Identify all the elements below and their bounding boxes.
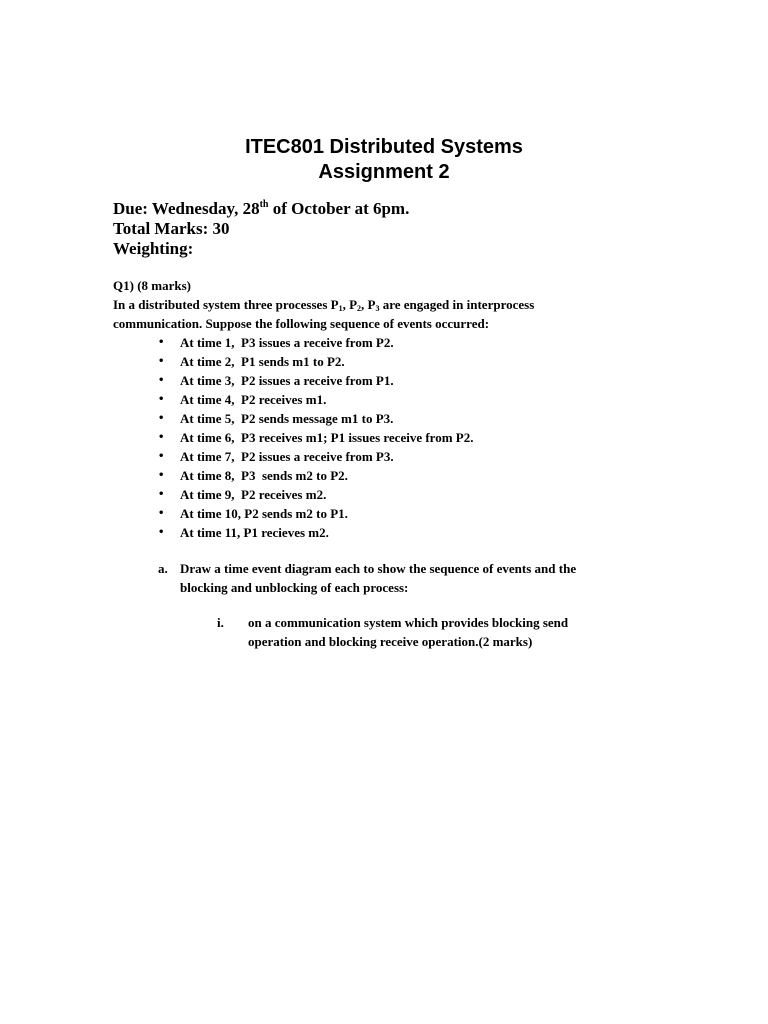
list-item: • At time 5, P2 sends message m1 to P3. <box>158 411 394 426</box>
bullet-icon: • <box>158 337 165 348</box>
part-a-line-2: blocking and unblocking of each process: <box>180 580 409 595</box>
bullet-icon: • <box>158 470 165 481</box>
part-a-line-1: Draw a time event diagram each to show the sequence of events and the <box>180 561 577 576</box>
q1-heading: Q1) (8 marks) <box>113 278 191 293</box>
total-marks: Total Marks: 30 <box>113 219 230 238</box>
bullet-icon: • <box>158 489 165 500</box>
bullet-icon: • <box>158 432 165 443</box>
part-a-marker: a. <box>158 561 168 576</box>
due-date: Due: Wednesday, 28th of October at 6pm. <box>113 199 410 218</box>
bullet-icon: • <box>158 451 165 462</box>
course-title: ITEC801 Distributed Systems <box>245 136 523 158</box>
q1-intro-continued: communication. Suppose the following sequence of events occurred: <box>113 316 490 331</box>
bullet-icon: • <box>158 413 165 424</box>
bullet-icon: • <box>158 375 165 386</box>
bullet-icon: • <box>158 527 165 538</box>
list-item: • At time 2, P1 sends m1 to P2. <box>158 354 345 369</box>
q1-part-a <box>113 559 673 597</box>
question-1 <box>113 276 673 651</box>
list-item: • At time 6, P3 receives m1; P1 issues receive from P2. <box>158 430 474 445</box>
bullet-icon: • <box>158 508 165 519</box>
part-i-line-1: on a communication system which provides blocking send <box>248 615 569 630</box>
list-item: • At time 11, P1 recieves m2. <box>158 525 329 540</box>
part-i-line-2: operation and blocking receive operation.(2 marks) <box>248 634 533 649</box>
assignment-meta <box>113 199 409 259</box>
q1-intro: In a distributed system three processes $P_1$, $P_2$, $P_3$ are engaged in interprocess <box>113 297 535 313</box>
part-i-marker: i. <box>217 615 224 630</box>
document-title <box>0 135 768 185</box>
list-item: • At time 4, P2 receives m1. <box>158 392 327 407</box>
assignment-title: Assignment 2 <box>318 161 450 183</box>
q1-part-a-i <box>113 613 673 651</box>
list-item: • At time 7, P2 issues a receive from P3. <box>158 449 394 464</box>
weighting: Weighting: <box>113 239 194 258</box>
event-list <box>113 333 673 542</box>
bullet-icon: • <box>158 394 165 405</box>
list-item: • At time 9, P2 receives m2. <box>158 487 327 502</box>
list-item: • At time 8, P3 sends m2 to P2. <box>158 468 348 483</box>
list-item: • At time 1, P3 issues a receive from P2. <box>158 335 394 350</box>
list-item: • At time 3, P2 issues a receive from P1. <box>158 373 394 388</box>
bullet-icon: • <box>158 356 165 367</box>
list-item: • At time 10, P2 sends m2 to P1. <box>158 506 348 521</box>
